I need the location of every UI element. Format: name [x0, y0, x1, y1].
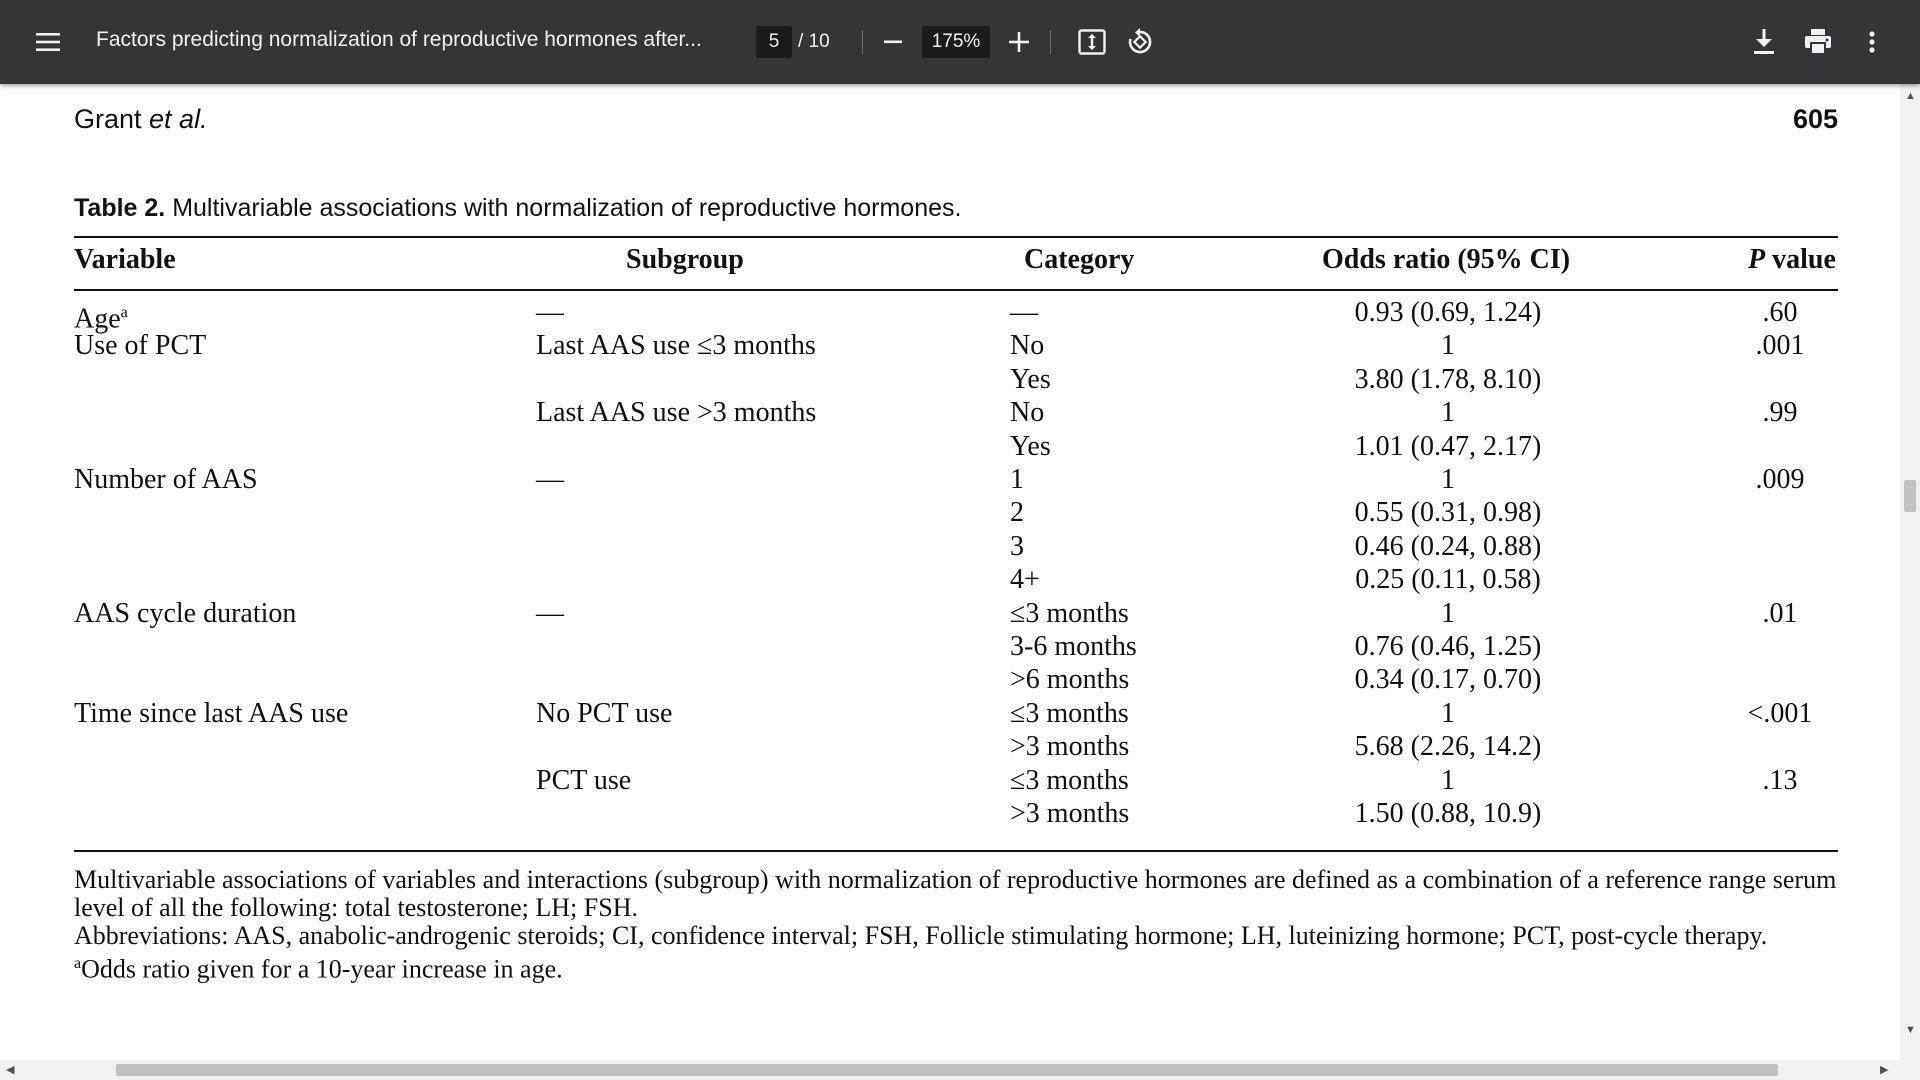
menu-icon[interactable]	[30, 26, 66, 58]
cell-subgroup: —	[536, 297, 564, 328]
cell-subgroup: Last AAS use ≤3 months	[536, 330, 816, 361]
cell-odds-ratio: 1	[1441, 765, 1455, 796]
scroll-right-icon[interactable]: ▶	[1880, 1064, 1889, 1076]
running-head	[74, 104, 208, 135]
cell-category: 4+	[1010, 564, 1040, 595]
cell-p-value: <.001	[1747, 698, 1813, 729]
print-button[interactable]	[1800, 24, 1836, 60]
header-p-value	[1748, 244, 1836, 276]
cell-variable-superscript: a	[120, 304, 128, 321]
cell-category: 2	[1010, 497, 1024, 528]
cell-p-value: .001	[1755, 330, 1805, 361]
cell-category: >3 months	[1010, 731, 1130, 762]
table-top-rule	[74, 236, 1838, 238]
cell-category: Yes	[1010, 364, 1051, 395]
cell-subgroup: Last AAS use >3 months	[536, 397, 817, 428]
more-vert-icon	[1869, 31, 1875, 53]
cell-category: >3 months	[1010, 798, 1130, 829]
cell-category: Yes	[1010, 431, 1051, 462]
print-icon	[1804, 29, 1832, 55]
more-options-button[interactable]	[1854, 24, 1890, 60]
horizontal-scrollbar[interactable]	[0, 1060, 1920, 1080]
cell-category: 1	[1010, 464, 1024, 495]
cell-subgroup: PCT use	[536, 765, 632, 796]
table-footnote	[74, 950, 1844, 984]
header-p-rest: value	[1765, 244, 1836, 275]
table-caption	[74, 194, 961, 223]
cell-variable-text: Age	[74, 303, 121, 335]
cell-p-value: .99	[1762, 397, 1798, 428]
cell-odds-ratio: 1	[1441, 464, 1455, 495]
cell-category: >6 months	[1010, 664, 1130, 695]
document-title: Factors predicting normalization of reproductive hormones after...	[96, 28, 702, 51]
header-p-italic: P	[1748, 244, 1766, 275]
table-caption-label: Table 2.	[74, 194, 166, 222]
minus-icon	[884, 40, 902, 44]
cell-odds-ratio: 0.76 (0.46, 1.25)	[1354, 631, 1542, 662]
cell-odds-ratio: 3.80 (1.78, 8.10)	[1354, 364, 1542, 395]
vertical-scroll-thumb[interactable]	[1904, 480, 1916, 512]
vertical-scrollbar[interactable]	[1900, 84, 1920, 1060]
running-head-author: Grant	[74, 104, 150, 134]
cell-subgroup: No PCT use	[536, 698, 673, 729]
scroll-left-icon[interactable]: ◀	[6, 1064, 15, 1076]
download-icon	[1753, 29, 1775, 55]
header-category: Category	[1024, 244, 1135, 275]
pdf-toolbar	[0, 0, 1920, 84]
horizontal-scroll-thumb[interactable]	[116, 1064, 1778, 1076]
zoom-in-button[interactable]	[1002, 26, 1036, 58]
plus-icon	[1009, 32, 1029, 52]
cell-category: No	[1010, 397, 1045, 428]
table-bottom-rule	[74, 850, 1838, 852]
cell-p-value: .01	[1762, 598, 1798, 629]
cell-subgroup: —	[536, 598, 564, 629]
pdf-page	[0, 84, 1900, 1056]
cell-category: No	[1010, 330, 1045, 361]
table-caption-text: Multivariable associations with normalization of reproductive hormones.	[165, 194, 962, 222]
cell-odds-ratio: 0.25 (0.11, 0.58)	[1355, 564, 1541, 595]
cell-odds-ratio: 1.01 (0.47, 2.17)	[1354, 431, 1542, 462]
cell-odds-ratio: 1	[1441, 330, 1455, 361]
table-header-rule	[74, 289, 1838, 291]
cell-variable: Use of PCT	[74, 330, 207, 361]
toolbar-divider	[1050, 30, 1051, 54]
header-subgroup: Subgroup	[626, 244, 744, 275]
footnote-text: Odds ratio given for a 10-year increase in age.	[81, 954, 563, 984]
cell-category: ≤3 months	[1010, 598, 1129, 629]
cell-odds-ratio: 1	[1441, 397, 1455, 428]
header-odds-ratio: Odds ratio (95% CI)	[1322, 244, 1571, 275]
cell-category: ≤3 months	[1010, 698, 1129, 729]
cell-p-value: .60	[1762, 297, 1798, 328]
footnote-mark: a	[74, 955, 82, 972]
cell-odds-ratio: 0.46 (0.24, 0.88)	[1354, 531, 1542, 562]
cell-variable: Time since last AAS use	[74, 698, 349, 729]
cell-variable: AAS cycle duration	[74, 598, 297, 629]
cell-p-value: .13	[1762, 765, 1798, 796]
table-note-definition: Multivariable associations of variables and interactions (subgroup) with normalization of reproductive hormones are defined as a combination of a reference range serum level of all the following: total testosterone; LH; FSH.	[74, 865, 1837, 922]
table-notes	[74, 866, 1844, 984]
zoom-out-button[interactable]	[876, 26, 910, 58]
scroll-up-icon[interactable]: ▲	[1905, 90, 1916, 102]
cell-category: ≤3 months	[1010, 765, 1129, 796]
cell-odds-ratio: 0.34 (0.17, 0.70)	[1354, 664, 1542, 695]
download-button[interactable]	[1746, 24, 1782, 60]
running-head-etal: et al.	[149, 104, 208, 134]
cell-category: 3	[1010, 531, 1024, 562]
page-total: / 10	[798, 31, 830, 52]
cell-odds-ratio: 0.55 (0.31, 0.98)	[1354, 497, 1542, 528]
scroll-down-icon[interactable]: ▼	[1905, 1024, 1916, 1036]
fit-page-button[interactable]	[1074, 24, 1110, 60]
rotate-button[interactable]	[1122, 24, 1158, 60]
rotate-icon	[1126, 28, 1154, 56]
cell-odds-ratio: 0.93 (0.69, 1.24)	[1354, 297, 1542, 328]
page-number-input[interactable]: 5	[756, 26, 792, 58]
cell-odds-ratio: 5.68 (2.26, 14.2)	[1354, 731, 1542, 762]
cell-category: 3-6 months	[1010, 631, 1137, 662]
header-variable: Variable	[74, 244, 176, 275]
cell-category: —	[1010, 297, 1038, 328]
zoom-level-input[interactable]: 175%	[922, 26, 990, 58]
cell-p-value: .009	[1755, 464, 1805, 495]
page-number: 605	[1792, 104, 1838, 134]
cell-variable: Number of AAS	[74, 464, 258, 495]
toolbar-divider	[862, 30, 863, 54]
cell-odds-ratio: 1	[1441, 698, 1455, 729]
fit-page-icon	[1078, 29, 1106, 55]
table-note-abbreviations: Abbreviations: AAS, anabolic-androgenic steroids; CI, confidence interval; FSH, Follicle stimulating hormone; LH, luteinizing hormone; PCT, post-cycle therapy.	[74, 921, 1768, 950]
cell-odds-ratio: 1	[1441, 598, 1455, 629]
cell-odds-ratio: 1.50 (0.88, 10.9)	[1354, 798, 1542, 829]
cell-subgroup: —	[536, 464, 564, 495]
